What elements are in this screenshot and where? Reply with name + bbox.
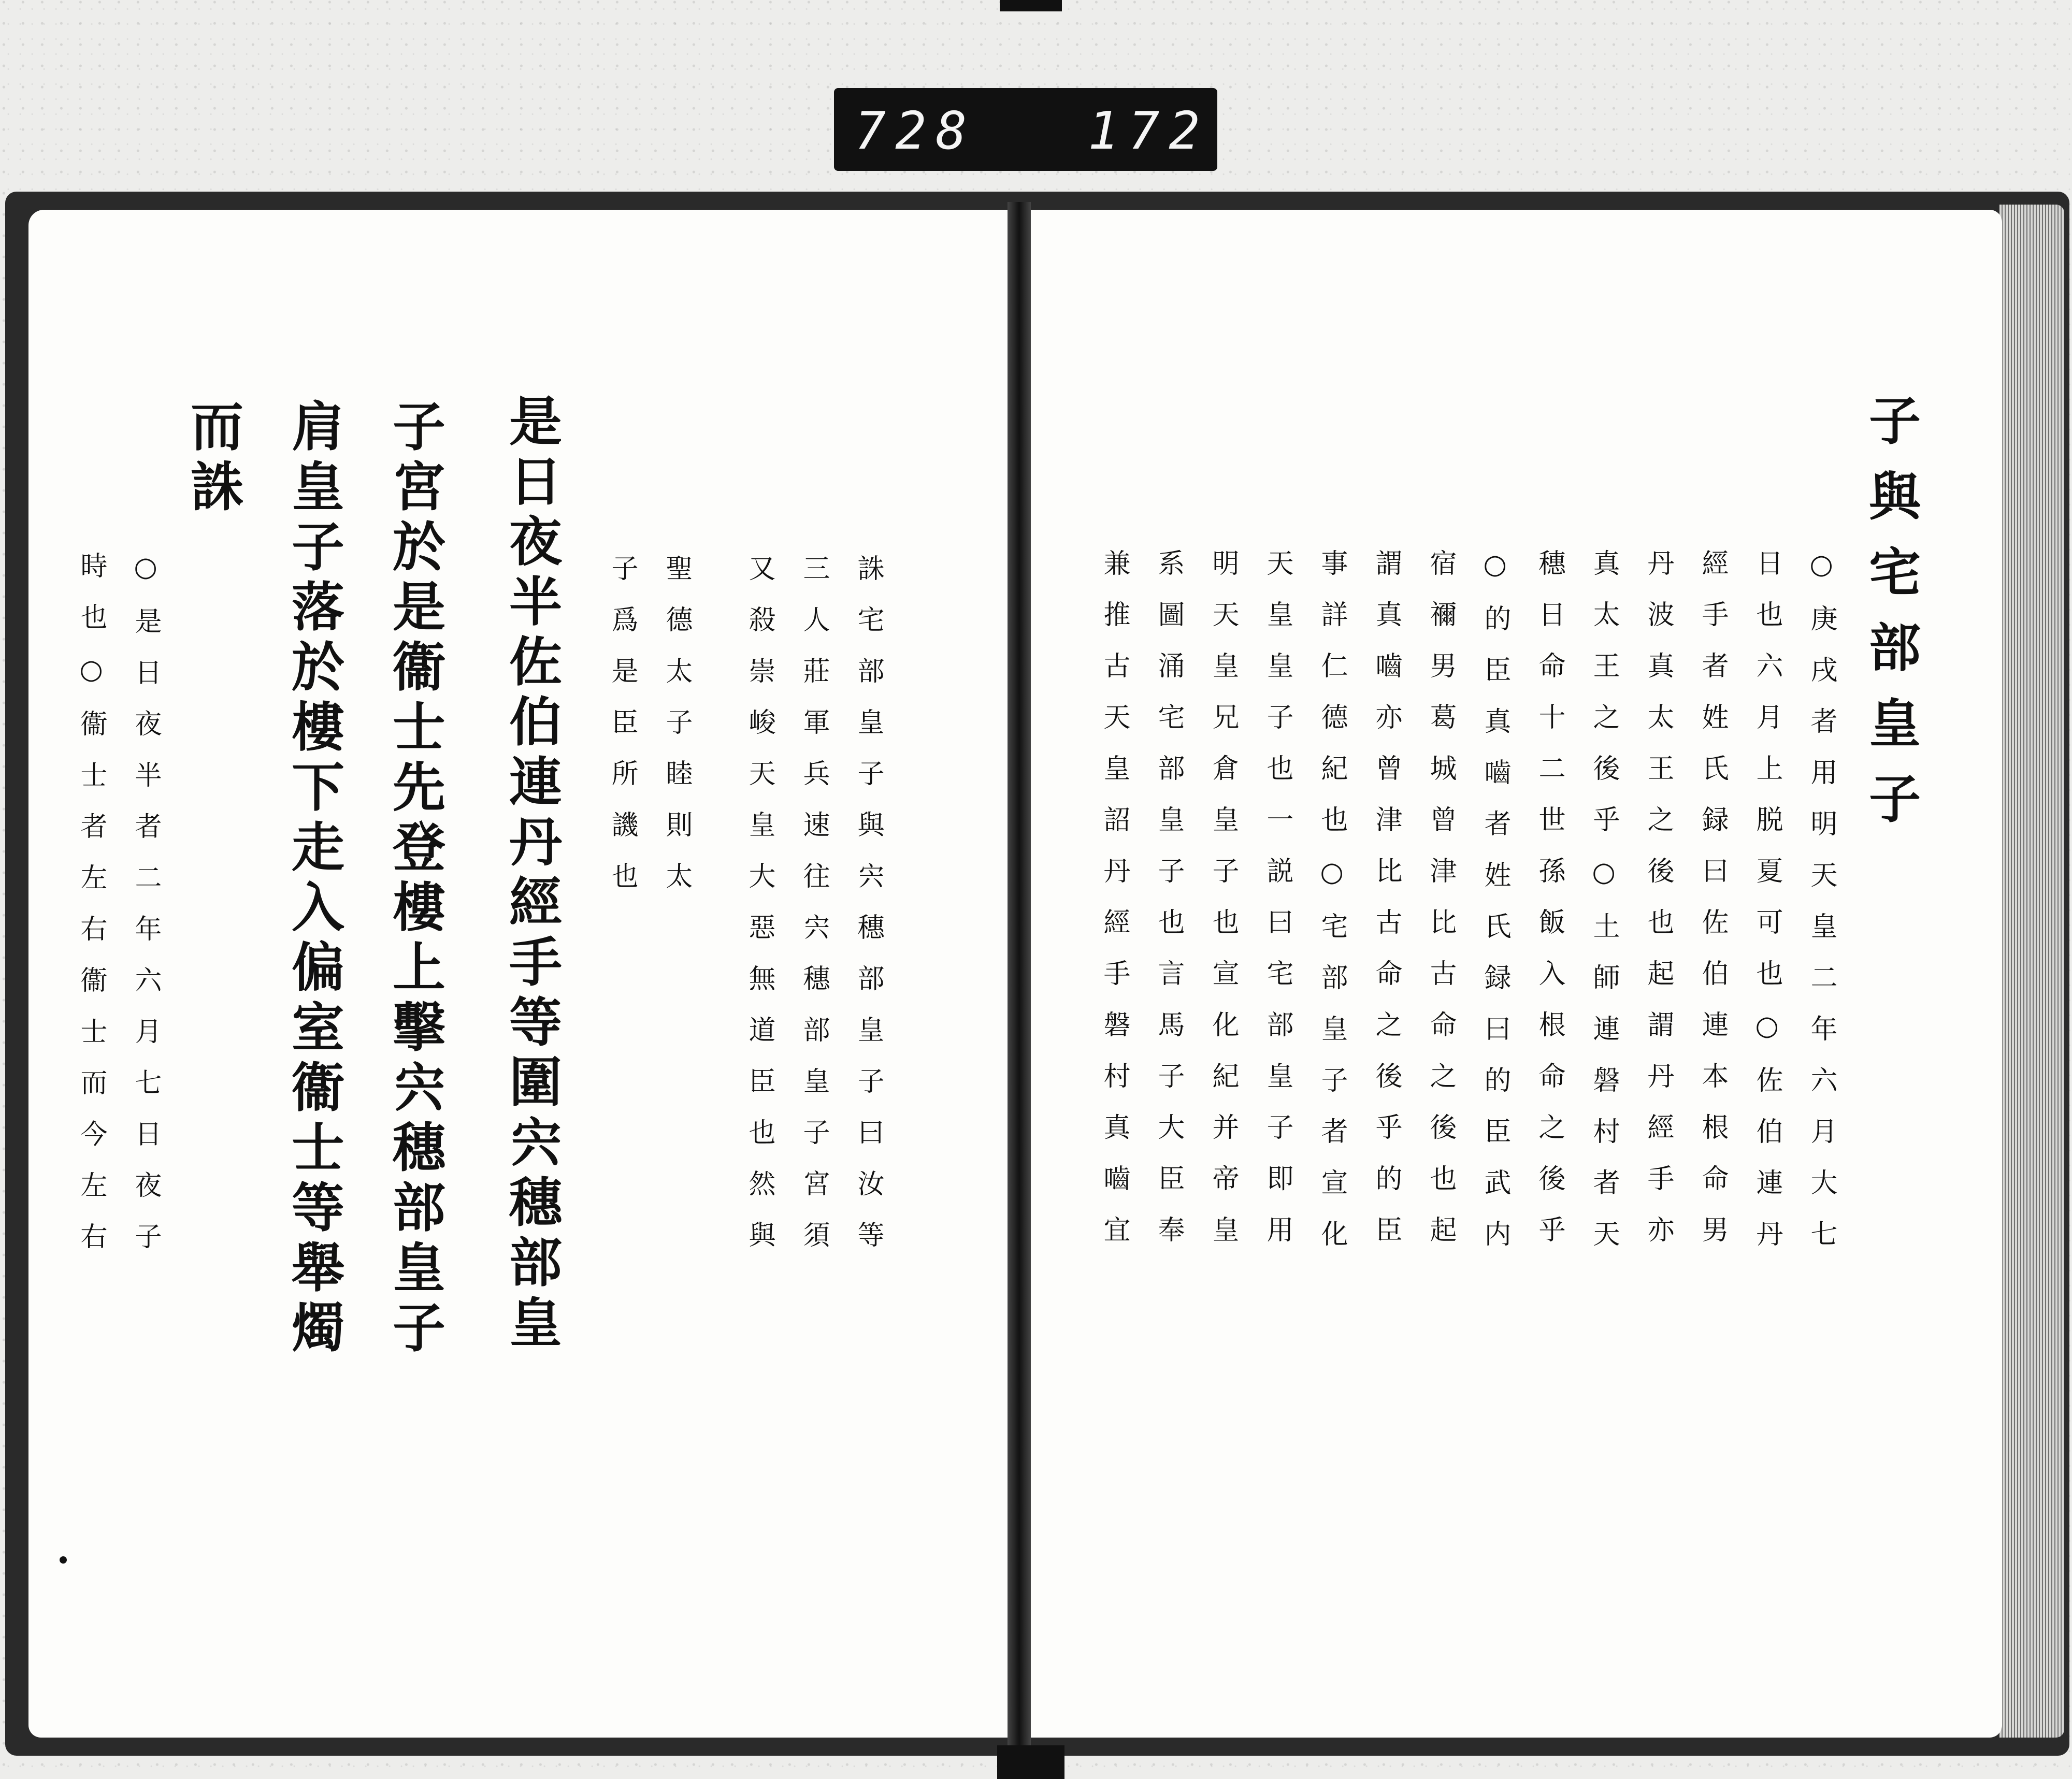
commentary-column: 又殺崇峻天皇大惡無道臣也然與 bbox=[744, 554, 775, 1272]
commentary-column: 丹波真太王之後也起謂丹經手亦 bbox=[1643, 549, 1674, 1267]
commentary-column: 宿禰男葛城曾津比古命之後也起 bbox=[1425, 549, 1456, 1267]
binding-tab-top bbox=[1000, 0, 1062, 11]
commentary-column: 明天皇兄倉皇子也宣化紀并帝皇 bbox=[1207, 549, 1239, 1267]
commentary-column: 聖德太子睦則太 bbox=[661, 554, 692, 913]
commentary-column: 子爲是臣所譏也 bbox=[607, 554, 638, 913]
main-text-column: 是日夜半佐伯連丹經手等圍宍穗部皇 bbox=[500, 394, 563, 1355]
commentary-column: 經手者姓氏録曰佐伯連本根命男 bbox=[1697, 549, 1728, 1267]
frame-number-right: 172 bbox=[1088, 100, 1210, 161]
binding-tab-bottom bbox=[997, 1745, 1064, 1779]
commentary-column: 日也六月上脱夏可也○佐伯連丹 bbox=[1751, 549, 1782, 1271]
commentary-column: 系圖涌宅部皇子也言馬子大臣奉 bbox=[1153, 549, 1184, 1267]
commentary-column: ○的臣真嚙者姓氏録曰的臣武内 bbox=[1479, 549, 1510, 1271]
section-heading: 子與宅部皇子 bbox=[1860, 394, 1921, 847]
commentary-column: 誅宅部皇子與宍穗部皇子曰汝等 bbox=[853, 554, 884, 1272]
commentary-column: 謂真嚙亦曾津比古命之後乎的臣 bbox=[1371, 549, 1402, 1267]
commentary-column: 事詳仁德紀也○宅部皇子者宣化 bbox=[1316, 549, 1347, 1271]
commentary-column: 真太王之後乎○土師連磐村者天 bbox=[1588, 549, 1619, 1271]
commentary-column: ○庚戌者用明天皇二年六月大七 bbox=[1806, 549, 1837, 1271]
main-text-column: 而誅 bbox=[182, 399, 244, 519]
frame-label bbox=[834, 88, 1217, 171]
commentary-column: ○是日夜半者二年六月七日夜子 bbox=[130, 552, 161, 1274]
bullet-mark bbox=[60, 1556, 67, 1564]
page-edges bbox=[1999, 205, 2064, 1738]
frame-number-left: 728 bbox=[855, 100, 976, 161]
commentary-column: 兼推古天皇詔丹經手磐村真嚙宜 bbox=[1099, 549, 1130, 1267]
commentary-column: 三人莊軍兵速往宍穗部皇子宮須 bbox=[798, 554, 829, 1272]
commentary-column: 天皇皇子也一説曰宅部皇子即用 bbox=[1262, 549, 1293, 1267]
commentary-column: 穗日命十二世孫飯入根命之後乎 bbox=[1534, 549, 1565, 1267]
commentary-column: 時也○衞士者左右衞士而今左右 bbox=[76, 552, 107, 1274]
main-text-column: 肩皇子落於樓下走入偏室衞士等舉燭 bbox=[283, 399, 345, 1360]
main-text-column: 子宮於是衞士先登樓上擊宍穗部皇子 bbox=[384, 399, 446, 1360]
book-gutter bbox=[1008, 202, 1031, 1751]
